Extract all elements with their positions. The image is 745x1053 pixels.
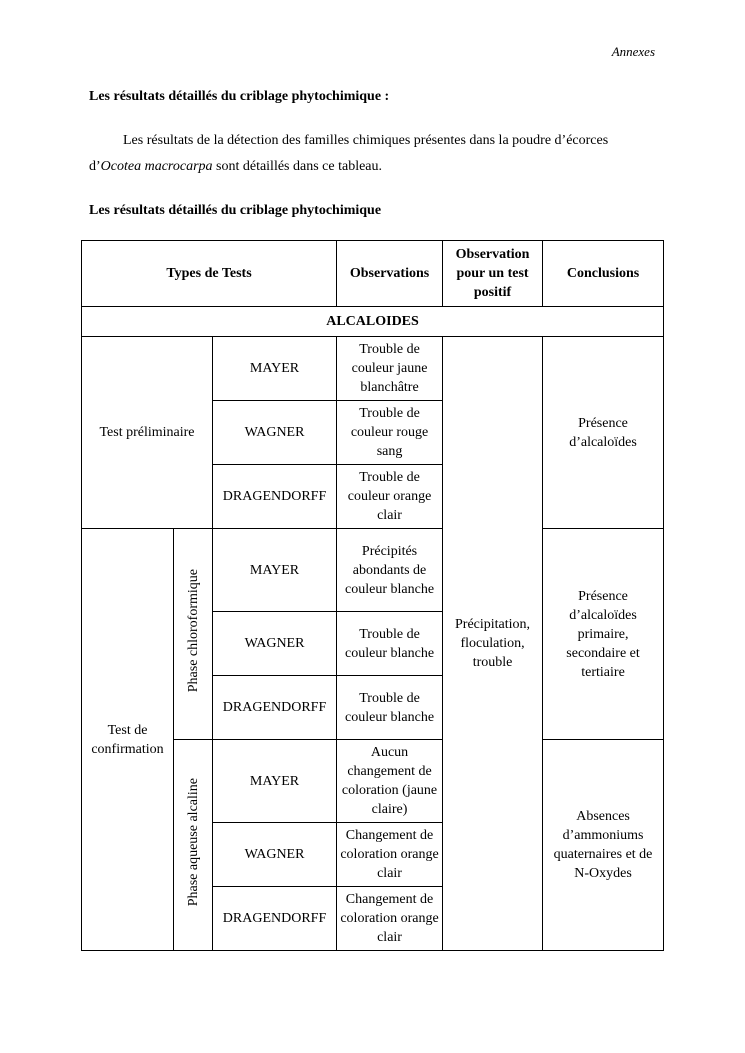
observation-cell: Trouble de couleur blanche: [337, 676, 443, 740]
chloroform-phase-label: Phase chloroformique: [185, 569, 201, 693]
observation-cell: Trouble de couleur jaune blanchâtre: [337, 337, 443, 401]
paragraph-text-part1: Les résultats de la détection des familles chimiques présentes dans la poudre d’écorces d’: [89, 133, 609, 174]
observation-cell: Changement de coloration orange clair: [337, 887, 443, 951]
chloroform-conclusion: Présence d’alcaloïdes primaire, secondaire et tertiaire: [543, 529, 664, 740]
screening-results-table: [81, 240, 664, 951]
observation-cell: Aucun changement de coloration (jaune claire): [337, 740, 443, 823]
section-title: Les résultats détaillés du criblage phytochimique :: [89, 89, 390, 104]
reagent-cell: WAGNER: [213, 401, 337, 465]
aqueous-conclusion: Absences d’ammoniums quaternaires et de N-Oxydes: [543, 740, 664, 951]
preliminary-conclusion: Présence d’alcaloïdes: [543, 337, 664, 529]
reagent-cell: DRAGENDORFF: [213, 887, 337, 951]
reagent-cell: DRAGENDORFF: [213, 465, 337, 529]
reagent-cell: WAGNER: [213, 823, 337, 887]
header-conclusions: Conclusions: [543, 241, 664, 307]
table-caption: Les résultats détaillés du criblage phytochimique: [89, 203, 382, 218]
group-row: [82, 307, 664, 337]
reagent-cell: MAYER: [213, 529, 337, 612]
observation-cell: Trouble de couleur blanche: [337, 612, 443, 676]
positive-observation-cell: Précipitation, floculation, trouble: [443, 337, 543, 951]
aqueous-phase-label: Phase aqueuse alcaline: [185, 777, 201, 907]
confirmation-test-label: Test de confirmation: [82, 529, 174, 951]
paragraph-text-part2: sont détaillés dans ce tableau.: [212, 159, 383, 174]
table-row: [82, 337, 664, 401]
reagent-cell: MAYER: [213, 740, 337, 823]
header-types: Types de Tests: [82, 241, 337, 307]
observation-cell: Changement de coloration orange clair: [337, 823, 443, 887]
header-observations: Observations: [337, 241, 443, 307]
observation-cell: Trouble de couleur orange clair: [337, 465, 443, 529]
intro-paragraph: [89, 128, 659, 180]
reagent-cell: MAYER: [213, 337, 337, 401]
preliminary-test-label: Test préliminaire: [82, 337, 213, 529]
group-label: ALCALOIDES: [82, 307, 664, 337]
chloroform-phase-cell: [174, 529, 213, 740]
reagent-cell: DRAGENDORFF: [213, 676, 337, 740]
observation-cell: Trouble de couleur rouge sang: [337, 401, 443, 465]
aqueous-phase-cell: [174, 740, 213, 951]
running-header: Annexes: [611, 44, 655, 59]
table-row: [82, 529, 664, 612]
header-positive-observation: Observation pour un test positif: [443, 241, 543, 307]
species-name: Ocotea macrocarpa: [100, 159, 213, 174]
table-header-row: [82, 241, 664, 307]
reagent-cell: WAGNER: [213, 612, 337, 676]
observation-cell: Précipités abondants de couleur blanche: [337, 529, 443, 612]
